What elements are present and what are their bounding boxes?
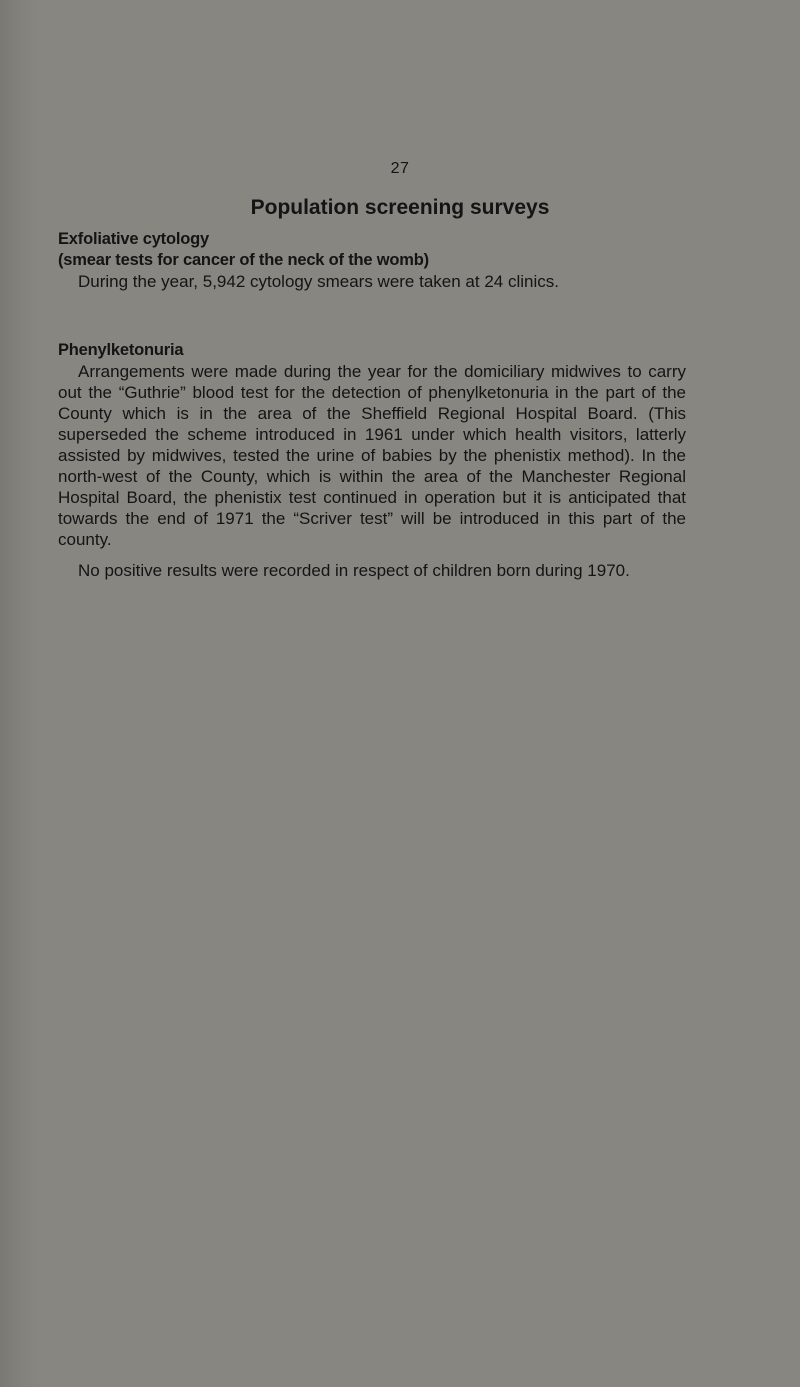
exfoliative-cytology-section [58, 229, 686, 292]
exfoliative-subheading: (smear tests for cancer of the neck of the womb) [58, 251, 429, 269]
phenylketonuria-heading: Phenylketonuria [58, 341, 184, 359]
exfoliative-heading: Exfoliative cytology [58, 230, 209, 248]
phenylketonuria-section [58, 340, 686, 581]
exfoliative-body: During the year, 5,942 cytology smears were taken at 24 clinics. [78, 272, 559, 291]
page-number: 27 [390, 160, 410, 177]
section-title: Population screening surveys [250, 196, 550, 219]
phenylketonuria-paragraph-2: No positive results were recorded in respect of children born during 1970. [78, 561, 630, 580]
paragraph-gap [58, 550, 686, 560]
phenylketonuria-paragraph-1: Arrangements were made during the year for the domiciliary midwives to carry out the “Guthrie” blood test for the detection of phenylketonuria in the part of the County which is in the area of the Sheffield Regional Hospital Board. (This superseded the scheme introduced in 1961 under which health visitors, latterly assisted by midwives, tested the urine of babies by the phenistix method). In the north-west of the County, which is within the area of the Manchester Regional Hospital Board, the phenistix test continued in operation but it is anticipated that towards the end of 1971 the “Scriver test” will be introduced in this part of the county. [58, 362, 686, 549]
